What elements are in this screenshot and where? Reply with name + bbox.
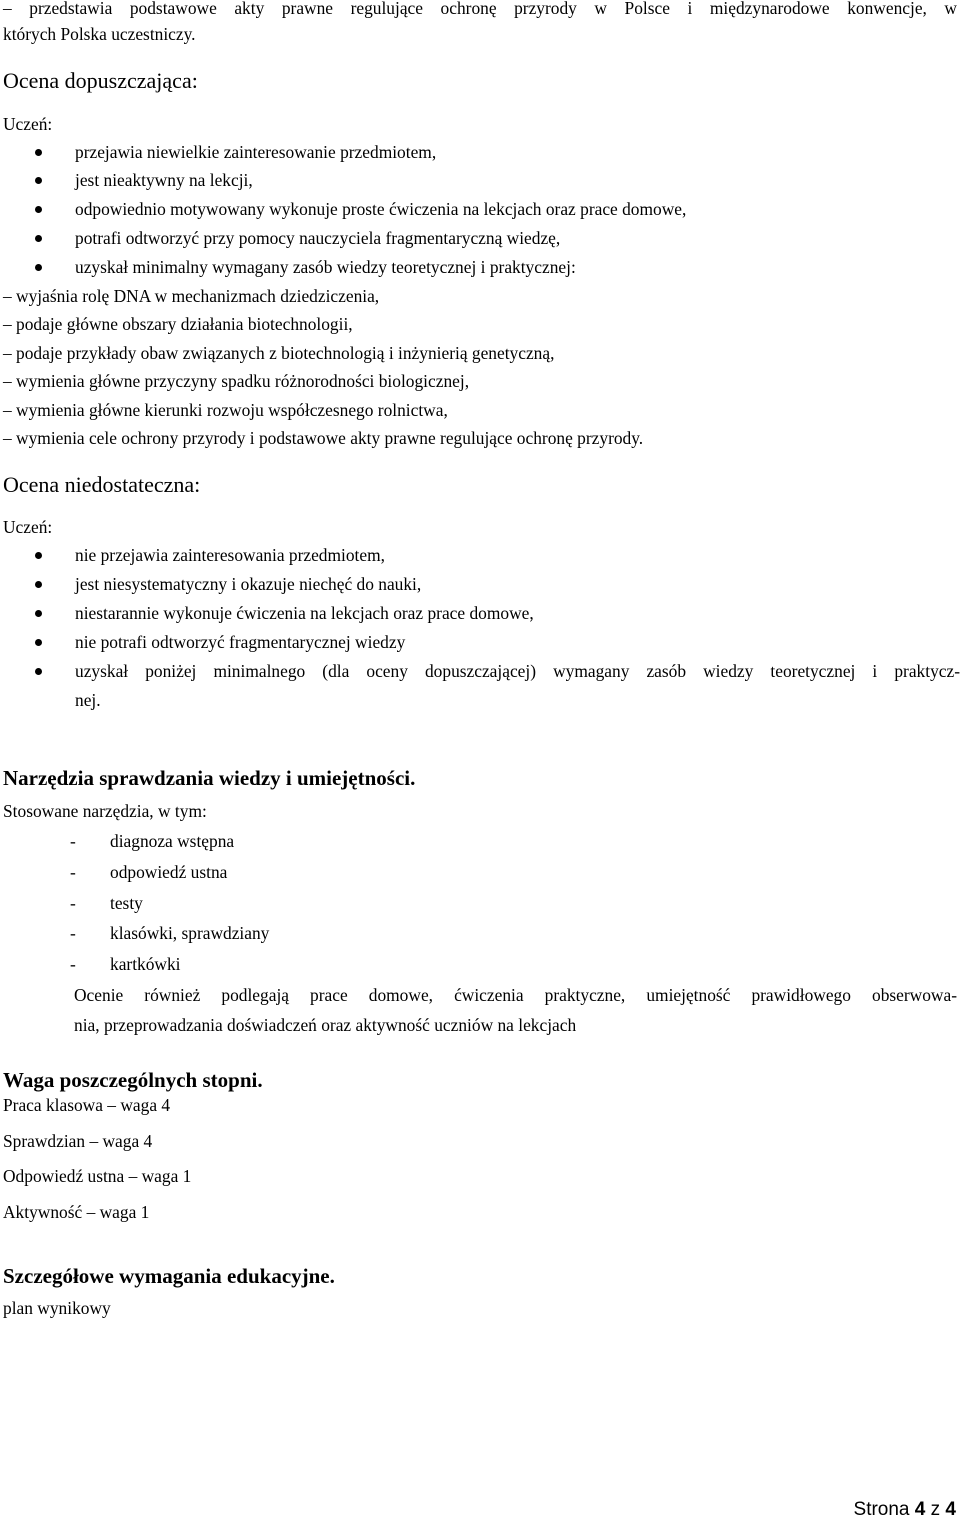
waga-item: Aktywność – waga 1 bbox=[3, 1202, 150, 1222]
heading-szczegolowe: Szczegółowe wymagania edukacyjne. bbox=[3, 1264, 335, 1288]
list-item: uzyskał poniżej minimalnego (dla oceny dopuszczającej) wymagany zasób wiedzy teoretycznej i praktycz- bbox=[35, 657, 960, 685]
bullet-icon bbox=[35, 552, 42, 559]
bullet-icon bbox=[35, 581, 42, 588]
narzedzia-intro: Stosowane narzędzia, w tym: bbox=[3, 801, 207, 821]
list-item: – podaje główne obszary działania biotechnologii, bbox=[3, 314, 353, 334]
list-item: potrafi odtworzyć przy pomocy nauczyciela fragmentaryczną wiedzę, bbox=[35, 224, 960, 252]
student-label: Uczeń: bbox=[3, 517, 53, 537]
list-item: przejawia niewielkie zainteresowanie przedmiotem, bbox=[35, 138, 960, 166]
list-item: – podaje przykłady obaw związanych z biotechnologią i inżynierią genetyczną, bbox=[3, 343, 555, 363]
bullet-icon bbox=[35, 264, 42, 271]
list-item: – wyjaśnia rolę DNA w mechanizmach dziedziczenia, bbox=[3, 286, 380, 306]
list-item: - testy bbox=[70, 893, 143, 913]
list-item: – wymienia cele ochrony przyrody i podstawowe akty prawne regulujące ochronę przyrody. bbox=[3, 428, 644, 448]
list-item: jest niesystematyczny i okazuje niechęć do nauki, bbox=[35, 570, 960, 598]
szczegolowe-text: plan wynikowy bbox=[3, 1298, 111, 1318]
bullet-icon bbox=[35, 206, 42, 213]
heading-narzedzia: Narzędzia sprawdzania wiedzy i umiejętności. bbox=[3, 766, 416, 790]
list-item: odpowiednio motywowany wykonuje proste ćwiczenia na lekcjach oraz prace domowe, bbox=[35, 195, 960, 223]
list-item: - kartkówki bbox=[70, 954, 181, 974]
bullet-icon bbox=[35, 177, 42, 184]
list-item: - odpowiedź ustna bbox=[70, 862, 228, 882]
list-item-continuation: nej. bbox=[75, 690, 101, 710]
bullet-icon bbox=[35, 149, 42, 156]
narzedzia-note-line-1: Ocenie również podlegają prace domowe, ćwiczenia praktyczne, umiejętność prawidłowego obserwowa- bbox=[74, 985, 957, 1005]
heading-niedostateczna: Ocena niedostateczna: bbox=[3, 472, 201, 497]
bullet-icon bbox=[35, 668, 42, 675]
list-item: uzyskał minimalny wymagany zasób wiedzy teoretycznej i praktycznej: bbox=[35, 253, 960, 281]
bullet-icon bbox=[35, 639, 42, 646]
list-item: nie przejawia zainteresowania przedmiotem, bbox=[35, 541, 960, 569]
bullet-icon bbox=[35, 610, 42, 617]
intro-line-1: – przedstawia podstawowe akty prawne regulujące ochronę przyrody w Polsce i międzynarodowe konwencje, w bbox=[3, 0, 957, 18]
page-number: Strona 4 z 4 bbox=[853, 1499, 956, 1520]
heading-dopuszczajaca: Ocena dopuszczająca: bbox=[3, 68, 198, 93]
intro-line-2: których Polska uczestniczy. bbox=[3, 24, 196, 44]
list-item: nie potrafi odtworzyć fragmentarycznej wiedzy bbox=[35, 628, 960, 656]
list-item: niestarannie wykonuje ćwiczenia na lekcjach oraz prace domowe, bbox=[35, 599, 960, 627]
list-item: jest nieaktywny na lekcji, bbox=[35, 166, 960, 194]
waga-item: Sprawdzian – waga 4 bbox=[3, 1131, 153, 1151]
waga-item: Odpowiedź ustna – waga 1 bbox=[3, 1166, 192, 1186]
narzedzia-note-line-2: nia, przeprowadzania doświadczeń oraz aktywność uczniów na lekcjach bbox=[74, 1015, 577, 1035]
student-label: Uczeń: bbox=[3, 114, 53, 134]
list-item: – wymienia główne kierunki rozwoju współczesnego rolnictwa, bbox=[3, 400, 448, 420]
list-item: - klasówki, sprawdziany bbox=[70, 923, 270, 943]
list-item: - diagnoza wstępna bbox=[70, 831, 235, 851]
bullet-icon bbox=[35, 235, 42, 242]
list-item: – wymienia główne przyczyny spadku różnorodności biologicznej, bbox=[3, 371, 470, 391]
heading-waga: Waga poszczególnych stopni. bbox=[3, 1068, 263, 1092]
waga-item: Praca klasowa – waga 4 bbox=[3, 1095, 171, 1115]
